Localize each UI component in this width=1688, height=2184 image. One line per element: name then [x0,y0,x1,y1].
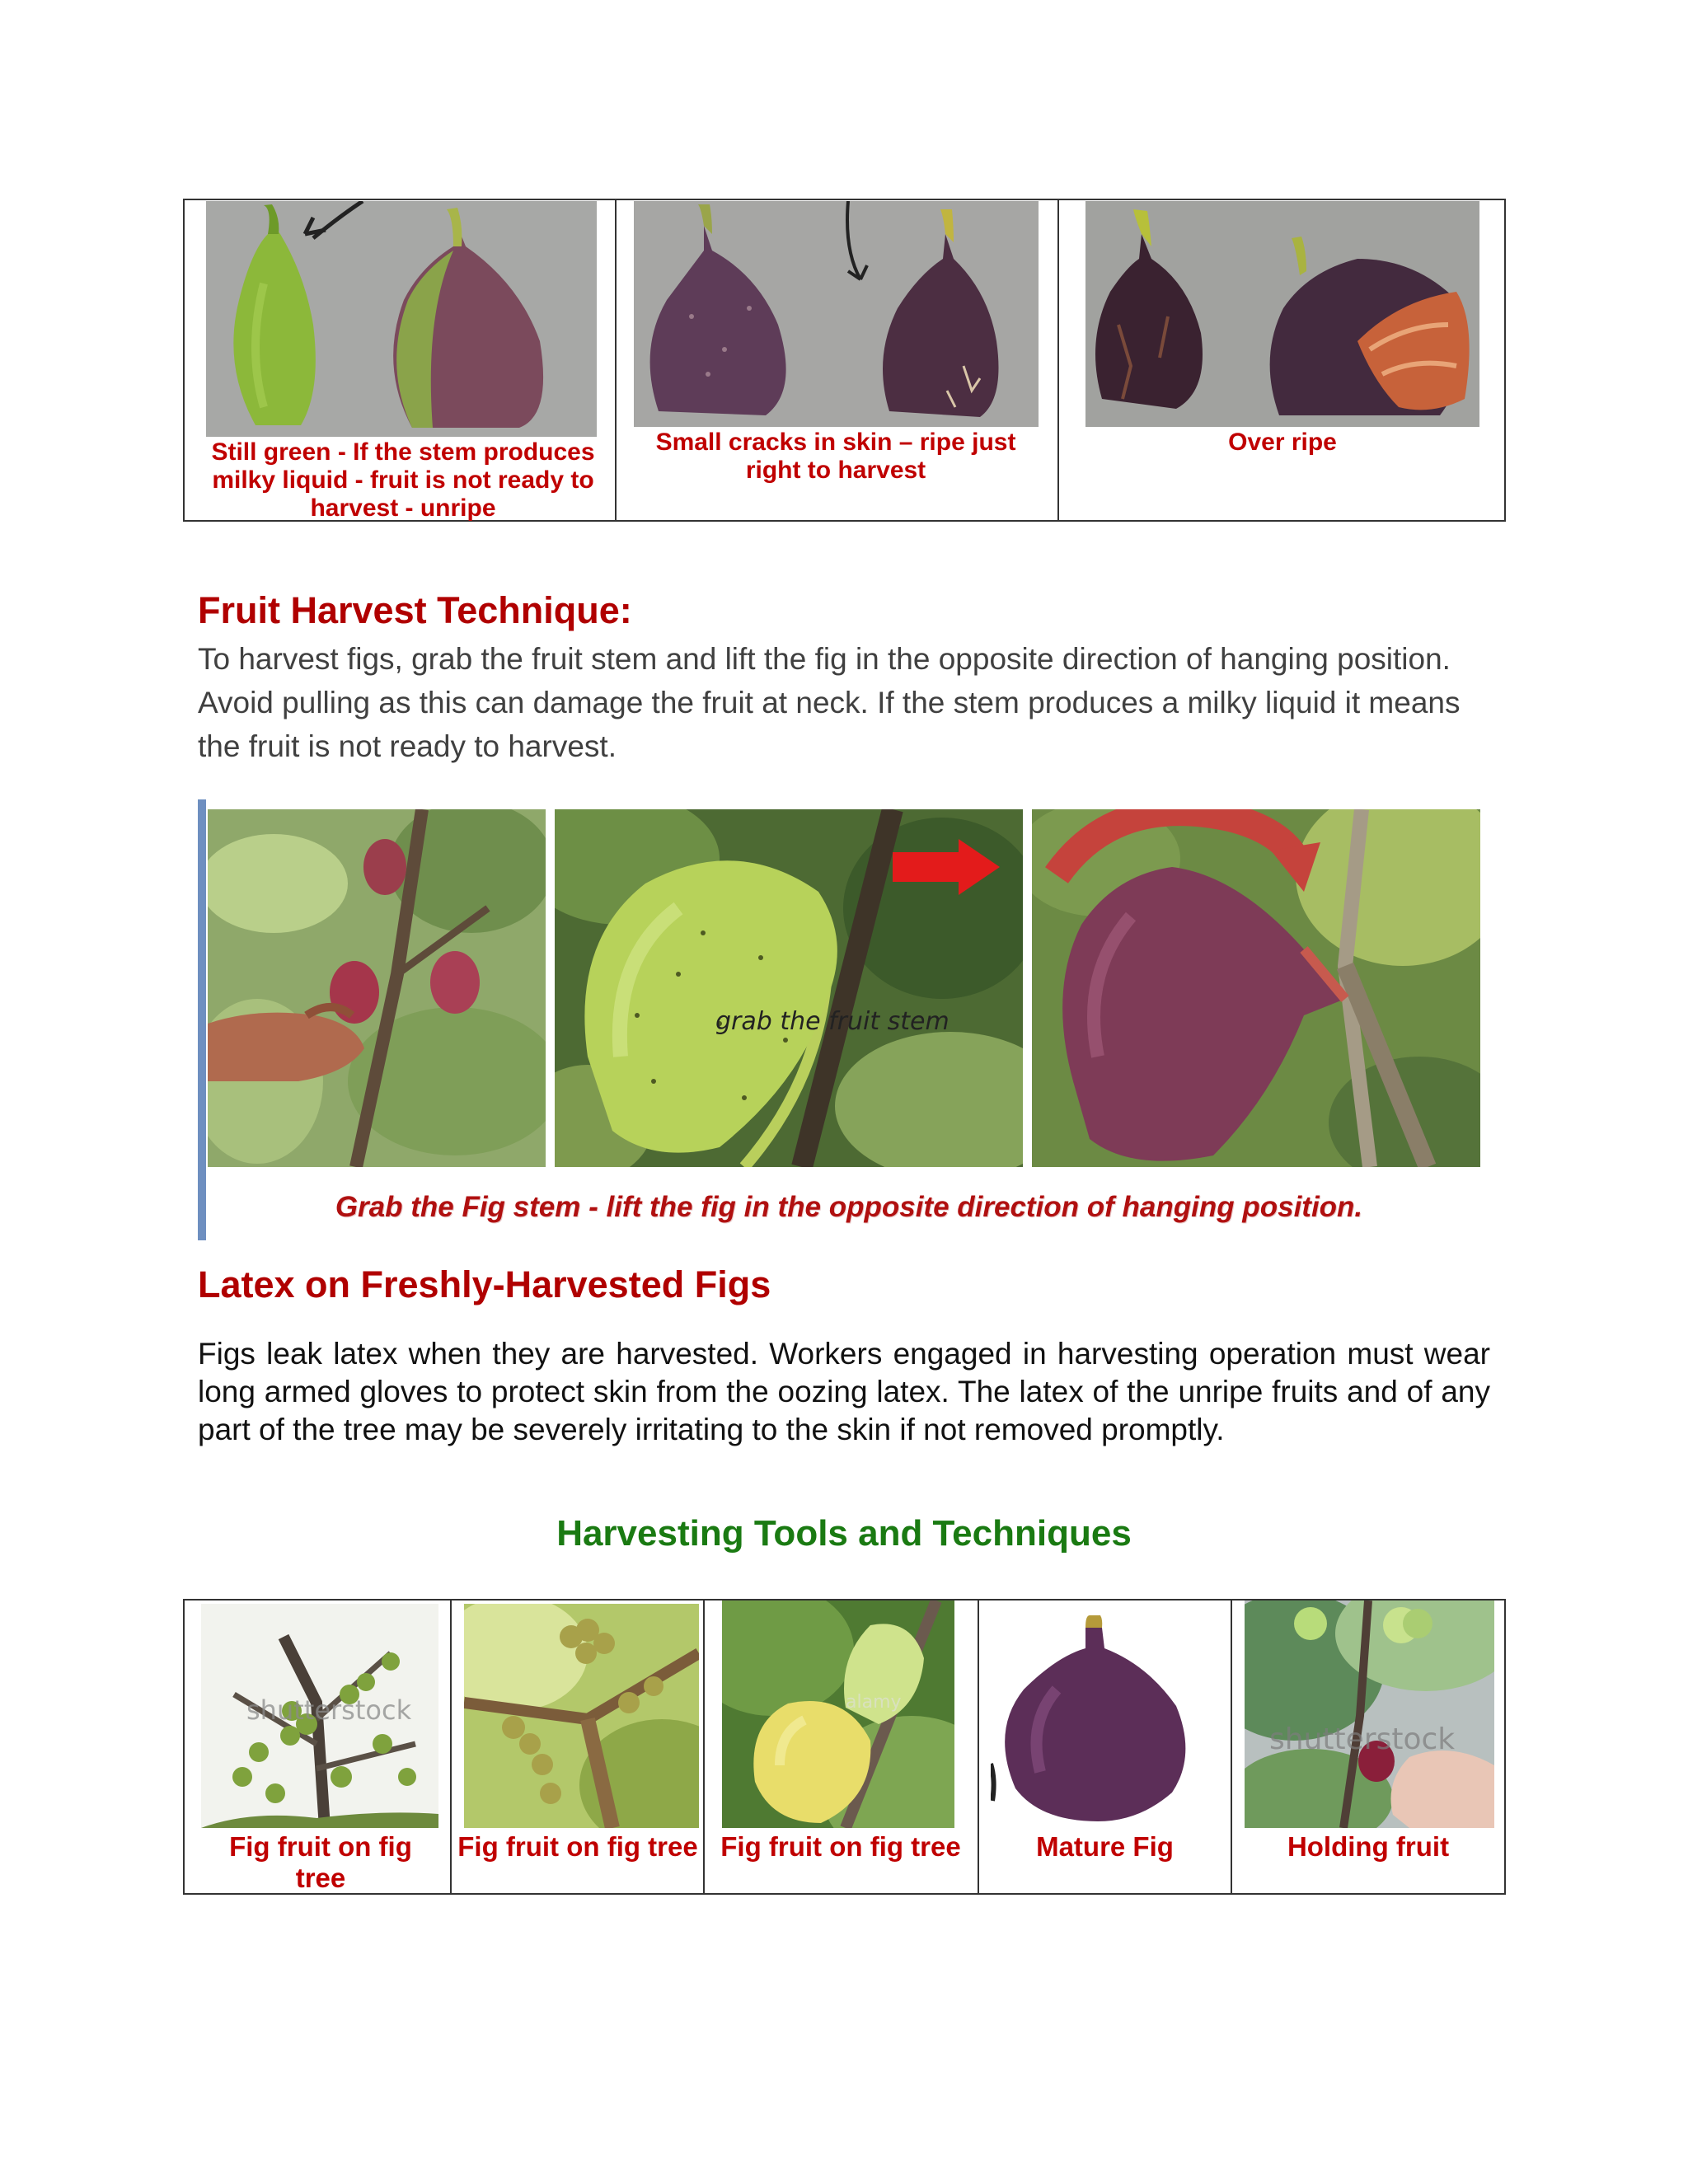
tools-table [183,1599,1506,1895]
mature-fig-photo [991,1615,1200,1828]
banner-accent-bar [198,799,206,1240]
unripe-fig-photo [206,201,597,437]
ripeness-caption-overripe: Over ripe [1228,429,1337,456]
tool-caption-2: Fig fruit on fig tree [457,1831,698,1862]
table-divider [615,200,617,520]
ripeness-caption-unripe: Still green - If the stem produces milky liquid - fruit is not ready to harvest - unripe [211,438,595,522]
picking-figs-photo [208,809,546,1167]
tool-caption-4: Mature Fig [1036,1831,1174,1862]
tool-caption-3: Fig fruit on fig tree [720,1831,961,1862]
table-divider [450,1601,452,1893]
tools-heading: Harvesting Tools and Techniques [556,1513,1132,1554]
green-fig-stem-photo [555,809,1023,1167]
fig-tree-photo-2 [464,1604,699,1828]
grab-stem-label: grab the fruit stem [715,1007,950,1036]
overripe-fig-photo [1085,201,1479,427]
watermark: alamy [846,1692,902,1713]
fig-tree-photo-1 [201,1604,438,1828]
technique-heading: Fruit Harvest Technique: [198,589,632,631]
table-divider [703,1601,705,1893]
latex-heading: Latex on Freshly-Harvested Figs [198,1263,771,1305]
technique-image-caption: Grab the Fig stem - lift the fig in the opposite direction of hanging position. [335,1191,1363,1223]
latex-paragraph: Figs leak latex when they are harvested. Workers engaged in harvesting operation must wear long armed gloves to protect skin from the oozing latex. The latex of the unripe fruits and of any part of the tree may be severely irritating to the skin if not removed promptly. [198,1337,1490,1446]
ripeness-caption-ripe: Small cracks in skin – ripe just right to harvest [655,429,1016,484]
tool-caption-1: Fig fruit on fig tree [229,1831,412,1893]
watermark: shutterstock [246,1694,412,1726]
ripeness-table [183,199,1506,522]
tool-caption-5: Holding fruit [1287,1831,1450,1862]
ripe-fig-photo [634,201,1039,427]
holding-fruit-photo [1245,1601,1494,1828]
table-divider [1057,200,1059,520]
fig-tree-photo-3 [722,1601,954,1828]
technique-paragraph: To harvest figs, grab the fruit stem and lift the fig in the opposite direction of hanging position. Avoid pulling as this can damage the fruit at neck. If the stem produces a milky liquid it means the fruit is not ready to harvest. [198,642,1461,763]
watermark: shutterstock [1269,1722,1456,1756]
purple-fig-lift-photo [1032,809,1480,1167]
